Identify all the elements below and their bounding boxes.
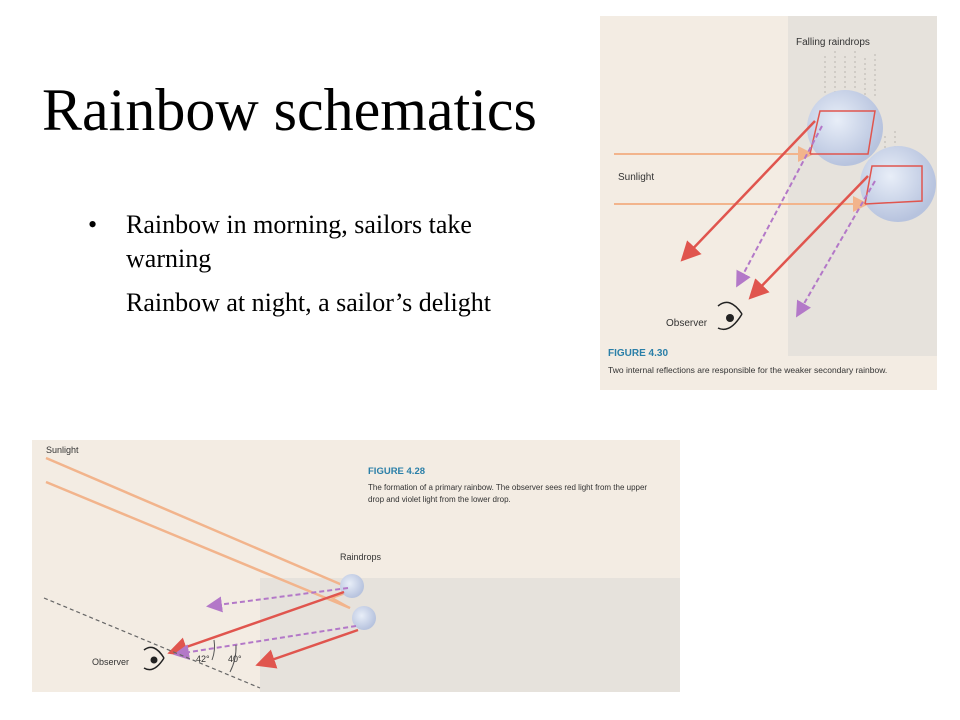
secondary-rainbow-figure: [600, 16, 937, 390]
bullet-list: [88, 208, 508, 320]
label-sunlight: Sunlight: [46, 445, 79, 455]
figure-number: FIGURE 4.30: [608, 348, 669, 359]
horizon-line: [44, 598, 260, 688]
primary-rainbow-figure: [32, 440, 680, 692]
bullet-text-morning: Rainbow in morning, sailors take warning: [126, 210, 472, 273]
label-observer: Observer: [666, 318, 708, 329]
label-angle-42: 42°: [196, 654, 210, 664]
label-raindrops: Raindrops: [340, 552, 382, 562]
eye-icon: [144, 647, 164, 669]
figure-caption: Two internal reflections are responsible for the weaker secondary rainbow.: [608, 365, 888, 375]
secondary-rainbow-diagram: [600, 16, 937, 390]
raindrop-lower: [860, 146, 936, 222]
sun-ray-upper: [46, 458, 354, 590]
label-angle-40: 40°: [228, 654, 242, 664]
bullet-text-night: Rainbow at night, a sailor’s delight: [126, 288, 491, 317]
label-observer: Observer: [92, 657, 130, 667]
figure-caption-line1: The formation of a primary rainbow. The observer sees red light from the upper: [368, 483, 648, 492]
backdrop-panel: [260, 578, 680, 692]
label-falling-raindrops: Falling raindrops: [796, 37, 870, 48]
bullet-item: [88, 208, 508, 276]
slide-title: Rainbow schematics: [42, 77, 537, 143]
label-sunlight: Sunlight: [618, 172, 655, 183]
eye-icon: [718, 302, 742, 329]
bullet-symbol: •: [88, 210, 98, 239]
sun-ray-lower: [46, 482, 350, 608]
primary-rainbow-diagram: [32, 440, 680, 692]
figure-caption-line2: drop and violet light from the lower drop.: [368, 495, 511, 504]
angle-arc-42: [212, 640, 215, 660]
figure-number: FIGURE 4.28: [368, 466, 426, 477]
raindrop-upper: [340, 574, 364, 598]
